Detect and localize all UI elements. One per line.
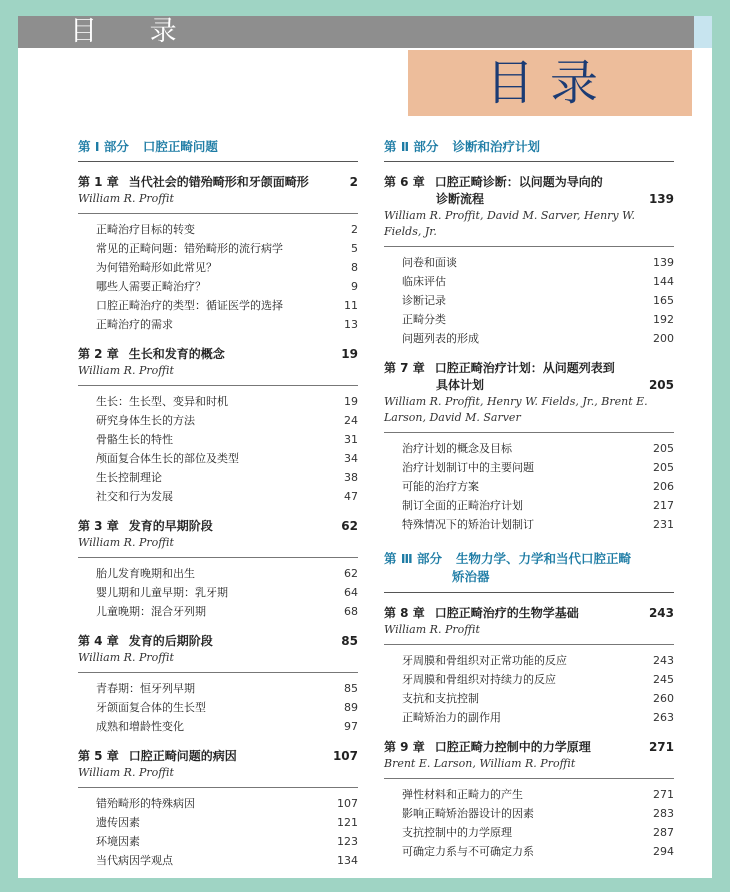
chapter-title: 口腔正畸力控制中的力学原理 bbox=[434, 740, 591, 754]
entry-title: 牙周膜和骨组织对持续力的反应 bbox=[402, 673, 556, 686]
entry-page: 9 bbox=[351, 280, 358, 293]
toc-entry[interactable] bbox=[78, 487, 358, 506]
entry-title: 正畸矫治力的副作用 bbox=[402, 711, 501, 724]
entry-page: 11 bbox=[344, 299, 358, 312]
entry-title: 社交和行为发展 bbox=[96, 490, 173, 503]
chapter-title-row[interactable] bbox=[384, 739, 674, 756]
chapter-page: 139 bbox=[648, 192, 674, 206]
author-line-1: William R. Proffit, Henry W. Fields, Jr., Brent E. bbox=[384, 395, 648, 408]
chapter-number: 第 1 章 bbox=[78, 175, 119, 189]
entry-page: 263 bbox=[653, 711, 674, 724]
entry-page: 19 bbox=[344, 395, 358, 408]
toc-entry[interactable] bbox=[384, 670, 674, 689]
toc-entry[interactable] bbox=[78, 564, 358, 583]
chapter-title: 当代社会的错殆畸形和牙颌面畸形 bbox=[128, 175, 309, 189]
toc-entry[interactable] bbox=[78, 315, 358, 334]
entry-page: 31 bbox=[344, 433, 358, 446]
entry-page: 294 bbox=[653, 845, 674, 858]
chapter-number: 第 8 章 bbox=[384, 606, 425, 620]
chapter-title-row[interactable] bbox=[384, 174, 674, 191]
entry-page: 97 bbox=[344, 720, 358, 733]
chapter-author: William R. Proffit, David M. Sarver, Henry W. Fields, Jr. bbox=[384, 208, 674, 247]
chapter-title: 生长和发育的概念 bbox=[128, 347, 225, 361]
author-line-2: Larson, David M. Sarver bbox=[384, 411, 521, 424]
chapter-page: 2 bbox=[349, 175, 358, 189]
chapter-title-row[interactable] bbox=[384, 605, 674, 622]
chapter-author: William R. Proffit bbox=[78, 363, 358, 386]
entry-title: 成熟和增龄性变化 bbox=[96, 720, 184, 733]
entry-title: 牙颌面复合体的生长型 bbox=[96, 701, 206, 714]
entry-page: 165 bbox=[653, 294, 674, 307]
entry-page: 245 bbox=[653, 673, 674, 686]
toc-entry[interactable] bbox=[78, 851, 358, 870]
toc-entry[interactable] bbox=[78, 583, 358, 602]
entry-page: 24 bbox=[344, 414, 358, 427]
chapter-6[interactable] bbox=[384, 174, 674, 348]
entry-title: 当代病因学观点 bbox=[96, 854, 173, 867]
entry-title: 弹性材料和正畸力的产生 bbox=[402, 788, 523, 801]
entry-title: 婴儿期和儿童早期：乳牙期 bbox=[96, 586, 228, 599]
chapter-author: William R. Proffit bbox=[384, 622, 674, 645]
part-title: 口腔正畸问题 bbox=[142, 139, 218, 154]
toc-entry[interactable] bbox=[384, 291, 674, 310]
part-title-line2: 矫治器 bbox=[384, 567, 674, 593]
entry-page: 134 bbox=[337, 854, 358, 867]
entry-page: 260 bbox=[653, 692, 674, 705]
toc-entry[interactable] bbox=[384, 458, 674, 477]
entry-title: 遗传因素 bbox=[96, 816, 140, 829]
chapter-3[interactable] bbox=[78, 518, 358, 621]
entry-title: 常见的正畸问题：错殆畸形的流行病学 bbox=[96, 242, 283, 255]
entry-title: 哪些人需要正畸治疗？ bbox=[96, 280, 206, 293]
part-1-heading bbox=[78, 138, 358, 162]
toc-entry[interactable] bbox=[384, 804, 674, 823]
chapter-author: William R. Proffit bbox=[78, 765, 358, 788]
toc-entry[interactable] bbox=[384, 310, 674, 329]
toc-entry[interactable] bbox=[384, 823, 674, 842]
entry-title: 青春期：恒牙列早期 bbox=[96, 682, 195, 695]
toc-entry[interactable] bbox=[384, 272, 674, 291]
chapter-8[interactable] bbox=[384, 605, 674, 727]
right-column bbox=[384, 134, 674, 861]
entry-page: 68 bbox=[344, 605, 358, 618]
entry-title: 支抗控制中的力学原理 bbox=[402, 826, 512, 839]
chapter-title: 发育的早期阶段 bbox=[128, 519, 213, 533]
toc-entry[interactable] bbox=[78, 698, 358, 717]
toc-entry[interactable] bbox=[384, 439, 674, 458]
entry-title: 治疗计划制订中的主要问题 bbox=[402, 461, 534, 474]
chapter-number: 第 7 章 bbox=[384, 361, 425, 375]
entry-page: 231 bbox=[653, 518, 674, 531]
entry-page: 64 bbox=[344, 586, 358, 599]
entry-title: 儿童晚期：混合牙列期 bbox=[96, 605, 206, 618]
entry-page: 121 bbox=[337, 816, 358, 829]
part-2-heading bbox=[384, 138, 674, 162]
toc-entry[interactable] bbox=[78, 679, 358, 698]
entry-title: 制订全面的正畸治疗计划 bbox=[402, 499, 523, 512]
toc-entry[interactable] bbox=[384, 689, 674, 708]
chapter-number: 第 2 章 bbox=[78, 347, 119, 361]
entry-title: 正畸治疗的需求 bbox=[96, 318, 173, 331]
chapter-title-row[interactable] bbox=[78, 346, 358, 363]
entry-title: 生长控制理论 bbox=[96, 471, 162, 484]
chapter-title: 口腔正畸诊断：以问题为导向的 bbox=[434, 175, 603, 189]
toc-entry[interactable] bbox=[78, 277, 358, 296]
toc-entry[interactable] bbox=[384, 515, 674, 534]
entry-title: 治疗计划的概念及目标 bbox=[402, 442, 512, 455]
entry-page: 2 bbox=[351, 223, 358, 236]
entry-page: 144 bbox=[653, 275, 674, 288]
entry-page: 89 bbox=[344, 701, 358, 714]
entry-page: 217 bbox=[653, 499, 674, 512]
entry-title: 支抗和支抗控制 bbox=[402, 692, 479, 705]
header-bar bbox=[18, 16, 694, 48]
chapter-4[interactable] bbox=[78, 633, 358, 736]
chapter-title-row[interactable] bbox=[78, 633, 358, 650]
chapter-9[interactable] bbox=[384, 739, 674, 861]
chapter-number: 第 6 章 bbox=[384, 175, 425, 189]
entry-page: 205 bbox=[653, 461, 674, 474]
chapter-5[interactable] bbox=[78, 748, 358, 870]
chapter-page: 19 bbox=[341, 347, 358, 361]
chapter-title-row[interactable] bbox=[384, 360, 674, 377]
chapter-2[interactable] bbox=[78, 346, 358, 506]
chapter-page: 62 bbox=[341, 519, 358, 533]
toc-entry[interactable] bbox=[78, 832, 358, 851]
toc-entry[interactable] bbox=[78, 220, 358, 239]
part-label: 第 Ⅱ 部分 bbox=[384, 139, 439, 154]
toc-entry[interactable] bbox=[78, 411, 358, 430]
chapter-author: William R. Proffit bbox=[78, 535, 358, 558]
entry-page: 38 bbox=[344, 471, 358, 484]
chapter-author bbox=[384, 394, 674, 433]
entry-page: 123 bbox=[337, 835, 358, 848]
entry-page: 62 bbox=[344, 567, 358, 580]
entry-page: 200 bbox=[653, 332, 674, 345]
chapter-number: 第 3 章 bbox=[78, 519, 119, 533]
entry-page: 243 bbox=[653, 654, 674, 667]
toc-entry[interactable] bbox=[384, 785, 674, 804]
chapter-7[interactable] bbox=[384, 360, 674, 534]
chapter-author: William R. Proffit bbox=[78, 191, 358, 214]
chapter-title-row[interactable] bbox=[78, 748, 358, 765]
toc-entry[interactable] bbox=[384, 253, 674, 272]
chapter-page: 85 bbox=[341, 634, 358, 648]
entry-title: 为何错殆畸形如此常见？ bbox=[96, 261, 217, 274]
part-3-heading bbox=[384, 550, 674, 567]
chapter-title: 发育的后期阶段 bbox=[128, 634, 213, 648]
header-bar-title: 目 录 bbox=[70, 16, 199, 47]
entry-title: 特殊情况下的矫治计划制订 bbox=[402, 518, 534, 531]
entry-page: 206 bbox=[653, 480, 674, 493]
toc-entry[interactable] bbox=[78, 468, 358, 487]
chapter-1[interactable] bbox=[78, 174, 358, 334]
entry-title: 错殆畸形的特殊病因 bbox=[96, 797, 195, 810]
toc-entry[interactable] bbox=[78, 239, 358, 258]
toc-entry[interactable] bbox=[78, 392, 358, 411]
entry-title: 环境因素 bbox=[96, 835, 140, 848]
entry-title: 问卷和面谈 bbox=[402, 256, 457, 269]
chapter-title: 口腔正畸问题的病因 bbox=[128, 749, 237, 763]
chapter-number: 第 9 章 bbox=[384, 740, 425, 754]
chapter-page: 205 bbox=[648, 378, 674, 392]
left-column bbox=[78, 134, 358, 870]
entry-title: 牙周膜和骨组织对正常功能的反应 bbox=[402, 654, 567, 667]
toc-entry[interactable] bbox=[384, 496, 674, 515]
entry-title: 问题列表的形成 bbox=[402, 332, 479, 345]
entry-page: 192 bbox=[653, 313, 674, 326]
chapter-title-line2: 诊断流程 bbox=[436, 192, 485, 206]
entry-title: 可能的治疗方案 bbox=[402, 480, 479, 493]
chapter-title-line2: 具体计划 bbox=[436, 378, 485, 392]
toc-entry[interactable] bbox=[78, 602, 358, 621]
entry-page: 13 bbox=[344, 318, 358, 331]
chapter-number: 第 5 章 bbox=[78, 749, 119, 763]
entry-title: 可确定力系与不可确定力系 bbox=[402, 845, 534, 858]
toc-banner-title: 目录 bbox=[408, 50, 692, 116]
toc-entry[interactable] bbox=[78, 430, 358, 449]
entry-title: 颅面复合体生长的部位及类型 bbox=[96, 452, 239, 465]
part-label: 第 Ⅰ 部分 bbox=[78, 139, 129, 154]
chapter-title-row-2[interactable] bbox=[384, 191, 674, 208]
chapter-number: 第 4 章 bbox=[78, 634, 119, 648]
entry-title: 研究身体生长的方法 bbox=[96, 414, 195, 427]
chapter-title-row[interactable] bbox=[78, 174, 358, 191]
chapter-author: William R. Proffit bbox=[78, 650, 358, 673]
entry-page: 283 bbox=[653, 807, 674, 820]
entry-page: 47 bbox=[344, 490, 358, 503]
header-bar-accent bbox=[694, 16, 712, 48]
part-title: 生物力学、力学和当代口腔正畸 bbox=[456, 551, 632, 566]
chapter-author: Brent E. Larson, William R. Proffit bbox=[384, 756, 674, 779]
chapter-page: 243 bbox=[648, 606, 674, 620]
entry-title: 生长：生长型、变异和时机 bbox=[96, 395, 228, 408]
entry-page: 205 bbox=[653, 442, 674, 455]
entry-page: 34 bbox=[344, 452, 358, 465]
chapter-page: 271 bbox=[648, 740, 674, 754]
entry-title: 骨骼生长的特性 bbox=[96, 433, 173, 446]
entry-page: 287 bbox=[653, 826, 674, 839]
toc-entry[interactable] bbox=[384, 651, 674, 670]
toc-entry[interactable] bbox=[78, 717, 358, 736]
entry-page: 85 bbox=[344, 682, 358, 695]
toc-entry[interactable] bbox=[384, 477, 674, 496]
entry-page: 271 bbox=[653, 788, 674, 801]
chapter-title: 口腔正畸治疗的生物学基础 bbox=[434, 606, 579, 620]
part-title: 诊断和治疗计划 bbox=[452, 139, 540, 154]
entry-title: 诊断记录 bbox=[402, 294, 446, 307]
toc-entry[interactable] bbox=[78, 449, 358, 468]
toc-entry[interactable] bbox=[78, 258, 358, 277]
chapter-page: 107 bbox=[332, 749, 358, 763]
toc-entry[interactable] bbox=[78, 813, 358, 832]
part-label: 第 Ⅲ 部分 bbox=[384, 551, 443, 566]
chapter-title: 口腔正畸治疗计划：从问题列表到 bbox=[434, 361, 615, 375]
entry-title: 影响正畸矫治器设计的因素 bbox=[402, 807, 534, 820]
toc-entry[interactable] bbox=[78, 794, 358, 813]
entry-title: 口腔正畸治疗的类型：循证医学的选择 bbox=[96, 299, 283, 312]
entry-page: 107 bbox=[337, 797, 358, 810]
entry-title: 胎儿发育晚期和出生 bbox=[96, 567, 195, 580]
chapter-title-row-2[interactable] bbox=[384, 377, 674, 394]
entry-title: 临床评估 bbox=[402, 275, 446, 288]
toc-entry[interactable] bbox=[384, 329, 674, 348]
chapter-title-row[interactable] bbox=[78, 518, 358, 535]
entry-page: 8 bbox=[351, 261, 358, 274]
toc-entry[interactable] bbox=[384, 842, 674, 861]
toc-entry[interactable] bbox=[78, 296, 358, 315]
entry-title: 正畸分类 bbox=[402, 313, 446, 326]
entry-page: 139 bbox=[653, 256, 674, 269]
toc-page bbox=[18, 16, 712, 878]
entry-title: 正畸治疗目标的转变 bbox=[96, 223, 195, 236]
entry-page: 5 bbox=[351, 242, 358, 255]
toc-entry[interactable] bbox=[384, 708, 674, 727]
